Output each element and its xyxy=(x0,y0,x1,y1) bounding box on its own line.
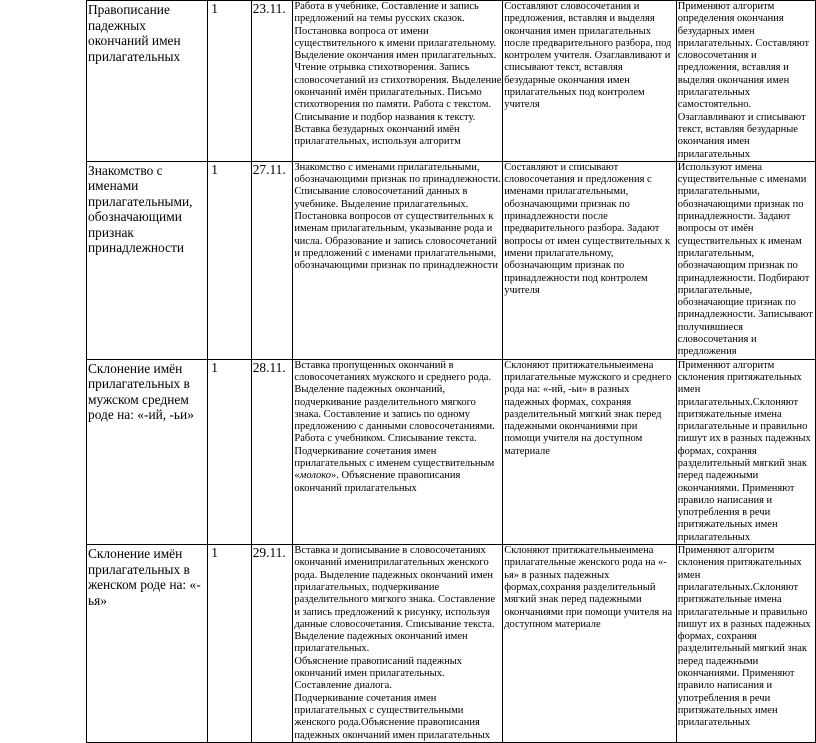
topic-cell xyxy=(87,161,208,359)
activity-high-cell xyxy=(676,359,815,544)
activity-high: Применяют алгоритм определения окончания безударных имен прилагательных. Составляют словосочетания и предложения, вставляя и выделяя окончания имен прилагательных самостоятельно. Озаглавливают и списывают текст, вставляя безударные окончания имен прилагательных xyxy=(677,1,810,160)
emphasized-word: молоко xyxy=(299,470,332,482)
activity-high: Применяют алгоритм склонения притяжательных имен прилагательных.Склоняют притяжательные имена прилагательные и правильно пишут их в разных падежных формах, сохраняя разделительный мягкий знак перед падежными окончаниями. Применяют правило написания и употребления в речи притяжательных имен прилагательных xyxy=(677,359,811,543)
lesson-hours: 1 xyxy=(211,161,218,177)
date-cell xyxy=(251,545,293,743)
lesson-date: 28.11. xyxy=(252,359,286,375)
lesson-topic: Правописание падежных окончаний имен прилагательных xyxy=(88,2,181,64)
lesson-content xyxy=(294,360,502,495)
table-row xyxy=(87,545,816,743)
lesson-date: 29.11. xyxy=(252,545,286,561)
activity-low-cell xyxy=(503,161,677,359)
content-cell xyxy=(293,1,503,162)
lesson-hours: 1 xyxy=(211,545,218,561)
lesson-hours: 1 xyxy=(211,359,218,375)
content-cell xyxy=(293,161,503,359)
date-cell xyxy=(251,1,293,162)
topic-cell xyxy=(87,545,208,743)
content-paragraph: Вставка и дописывание в словосочетаниях окончаний имениприлагательных женского рода. Выделение падежных окончаний имен прилагательных, подчеркивание разделительного мягкого знака. Составление и запись предложений к рисунку, используя данные словосочетания. Списывание текста. Выделение падежных окончаний имен прилагательных. xyxy=(294,545,496,655)
activity-low: Составляют словосочетания и предложения, вставляя и выделяя окончания имен прилагательных после предварительного разбора, под контролем учителя. Озаглавливают и списывают текст, вставляя безударные окончания имен прилагательных под контролем учителя xyxy=(504,1,672,111)
table-row xyxy=(87,1,816,162)
hours-cell xyxy=(208,545,251,743)
lesson-hours: 1 xyxy=(211,1,218,16)
hours-cell xyxy=(208,1,251,162)
topic-cell xyxy=(87,359,208,544)
lesson-topic: Склонение имён прилагательных в женском роде на: «-ья» xyxy=(88,546,201,608)
lesson-topic: Склонение имён прилагательных в мужском среднем роде на: «-ий, -ьи» xyxy=(88,360,194,423)
activity-low-cell xyxy=(503,359,677,544)
content-paragraph: Работа в учебнике. Составление и запись предложений на темы русских сказок. Постановка вопроса от имени существительного к имени прилагательному. Выделение окончания имен прилагательных. Чтение отрывка стихотворения. Запись словосочетаний из стихотворения. Выделение окончаний имён прилагательных. Письмо стихотворения по памяти. Работа с текстом. Списывание и подбор названия к тексту. Вставка безударных окончаний имён прилагательных, используя алгоритм xyxy=(294,1,502,148)
activity-high-cell xyxy=(676,1,815,162)
activity-high: Применяют алгоритм склонения притяжательных имен прилагательных.Склоняют притяжательные имена прилагательные и правильно пишут их в разных падежных формах, сохраняя разделительный мягкий знак перед падежными окончаниями. Применяют правило написания и употребления в речи притяжательных имен прилагательных xyxy=(677,545,811,729)
table-row xyxy=(87,359,816,544)
lesson-content xyxy=(294,545,502,742)
table-row xyxy=(87,161,816,359)
activity-high-cell xyxy=(676,545,815,743)
topic-cell xyxy=(87,1,208,162)
content-paragraph: Знакомство с именами прилагательными, обозначающими признак по принадлежности. Списывание словосочетаний данных в учебнике. Выделение прилагательных. Постановка вопросов от существительных к именам прилагательным, указывание рода и числа. Образование и запись словосочетаний и предложений с именами прилагательными, обозначающими признак по принадлежности xyxy=(294,161,501,272)
hours-cell xyxy=(208,161,251,359)
lesson-plan-table xyxy=(86,0,816,743)
lesson-topic: Знакомство с именами прилагательными, обозначающими признак принадлежности xyxy=(88,162,193,256)
content-paragraph: Вставка пропущенных окончаний в словосочетаниях мужского и среднего рода. Выделение падежных окончаний, подчеркивание разделительного мягкого знака. Составление и запись по одному предложению с данными словосочетаниями. xyxy=(294,359,495,433)
content-cell xyxy=(293,545,503,743)
activity-low-cell xyxy=(503,545,677,743)
activity-low: Склоняют притяжательныеимена прилагательные женского рода на «-ья» в разных падежных формах,сохраняя разделительный мягкий знак перед падежными окончаниями при помощи учителя на доступном материале xyxy=(504,545,673,630)
content-paragraph: Работа с учебником. Списывание текста. Подчеркивание сочетания имен прилагательных с именем существительным «молоко». Объяснение правописания окончаний прилагательных xyxy=(294,433,495,494)
activity-low: Составляют и списывают словосочетания и предложения с именами прилагательными, обозначающими признак по принадлежности после предварительного разбора. Задают вопросы от имен существительных к имени прилагательному, обозначающим признак по принадлежности под контролем учителя xyxy=(504,161,671,296)
lesson-date: 27.11. xyxy=(252,161,286,177)
activity-high: Используют имена существительные с именами прилагательными, обозначающими признак по принадлежности. Задают вопросы от имён существительных к именам прилагательным, обозначающим признак по принадлежности. Подбирают прилагательные, обозначающие признак по принадлежности. Записывают получившиеся словосочетания и предложения xyxy=(677,161,813,358)
content-paragraph: Подчеркивание сочетания имен прилагательных с существительными женского рода.Объяснение правописания падежных окончаний имен прилагательных xyxy=(294,692,491,741)
lesson-content xyxy=(294,1,502,149)
activity-low-cell xyxy=(503,1,677,162)
content-paragraph: Объяснение правописаний падежных окончаний имен прилагательных. Составление диалога. xyxy=(294,655,463,692)
date-cell xyxy=(251,161,293,359)
activity-low: Склоняют притяжательныеимена прилагательные мужского и среднего рода на: «-ий, -ьи» в разных падежных формах, сохраняя разделительный мягкий знак перед падежными окончаниями при помощи учителя на доступном материале xyxy=(504,359,672,457)
date-cell xyxy=(251,359,293,544)
lesson-content xyxy=(294,162,502,273)
lesson-date: 23.11. xyxy=(252,1,286,16)
hours-cell xyxy=(208,359,251,544)
activity-high-cell xyxy=(676,161,815,359)
content-cell xyxy=(293,359,503,544)
